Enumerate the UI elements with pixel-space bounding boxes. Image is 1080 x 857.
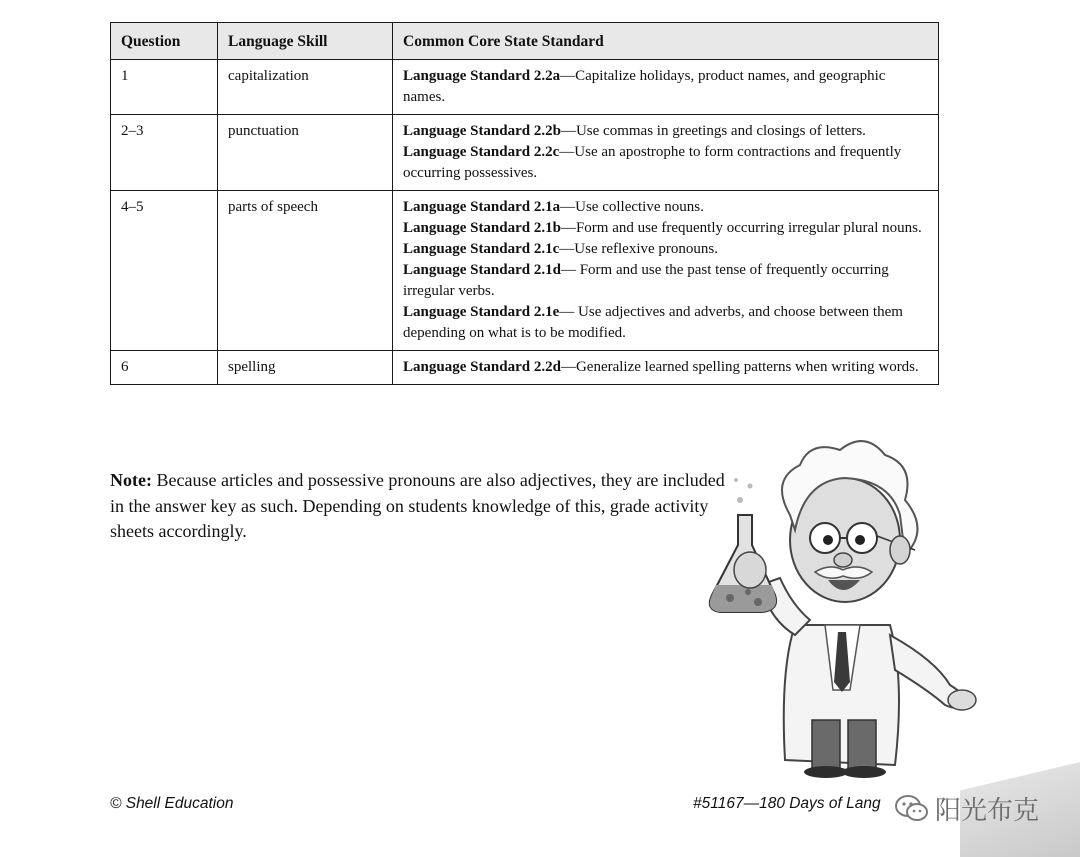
standard-text: — Form and use the past tense of frequently occurring irregular verbs. — [403, 262, 889, 299]
table-row — [111, 351, 939, 385]
standard-line — [403, 66, 928, 108]
table-row — [111, 191, 939, 351]
standard-text: —Use an apostrophe to form contractions and frequently occurring possessives. — [403, 144, 902, 181]
note-paragraph — [110, 468, 740, 545]
question-number: 6 — [111, 351, 218, 385]
standard-text: —Generalize learned spelling patterns when writing words. — [560, 359, 919, 375]
standard-line — [403, 239, 928, 260]
standards-table — [110, 22, 939, 385]
standard-text: — Use adjectives and adverbs, and choose between them depending on what is to be modified. — [403, 304, 903, 341]
standard-text: —Use collective nouns. — [560, 199, 704, 215]
standard-code: Language Standard 2.1d — [403, 262, 561, 278]
standard-cell — [393, 351, 939, 385]
scientist-illustration — [700, 420, 985, 780]
question-number: 1 — [111, 60, 218, 115]
standard-code: Language Standard 2.2d — [403, 359, 561, 375]
standard-code: Language Standard 2.1b — [403, 220, 561, 236]
language-skill: punctuation — [218, 115, 393, 191]
standard-text: —Use commas in greetings and closings of letters. — [560, 123, 866, 139]
footer-copyright: © Shell Education — [110, 795, 234, 812]
language-skill: spelling — [218, 351, 393, 385]
standard-line — [403, 302, 928, 344]
table-header-row — [111, 23, 939, 60]
standard-text: —Use reflexive pronouns. — [559, 241, 718, 257]
watermark — [895, 790, 1039, 827]
standard-line — [403, 121, 928, 142]
standard-text: —Form and use frequently occurring irregular plural nouns. — [560, 220, 922, 236]
standard-line — [403, 357, 928, 378]
standard-code: Language Standard 2.1a — [403, 199, 561, 215]
language-skill: parts of speech — [218, 191, 393, 351]
note-label: Note: — [110, 470, 152, 490]
standard-line — [403, 142, 928, 184]
watermark-text: 阳光布克 — [935, 796, 1040, 826]
standard-text: —Capitalize holidays, product names, and geographic names. — [403, 68, 886, 105]
header-question: Question — [111, 23, 218, 60]
standard-code: Language Standard 2.1e — [403, 304, 560, 320]
question-number: 2–3 — [111, 115, 218, 191]
note-text: Because articles and possessive pronouns are also adjectives, they are included in the answer key as such. Depending on students knowledge of this, grade activity sheets accordingly. — [110, 470, 725, 541]
table-row — [111, 115, 939, 191]
header-standard: Common Core State Standard — [393, 23, 939, 60]
standard-code: Language Standard 2.2b — [403, 123, 561, 139]
standard-cell — [393, 191, 939, 351]
standard-code: Language Standard 2.1c — [403, 241, 560, 257]
question-number: 4–5 — [111, 191, 218, 351]
table-row — [111, 60, 939, 115]
header-language-skill: Language Skill — [218, 23, 393, 60]
language-skill: capitalization — [218, 60, 393, 115]
standard-line — [403, 260, 928, 302]
footer-book-title: #51167—180 Days of Lang — [693, 795, 881, 812]
standard-line — [403, 218, 928, 239]
standard-cell — [393, 115, 939, 191]
wechat-icon — [895, 794, 929, 824]
standard-code: Language Standard 2.2a — [403, 68, 561, 84]
standard-cell — [393, 60, 939, 115]
standard-code: Language Standard 2.2c — [403, 144, 560, 160]
standard-line — [403, 197, 928, 218]
